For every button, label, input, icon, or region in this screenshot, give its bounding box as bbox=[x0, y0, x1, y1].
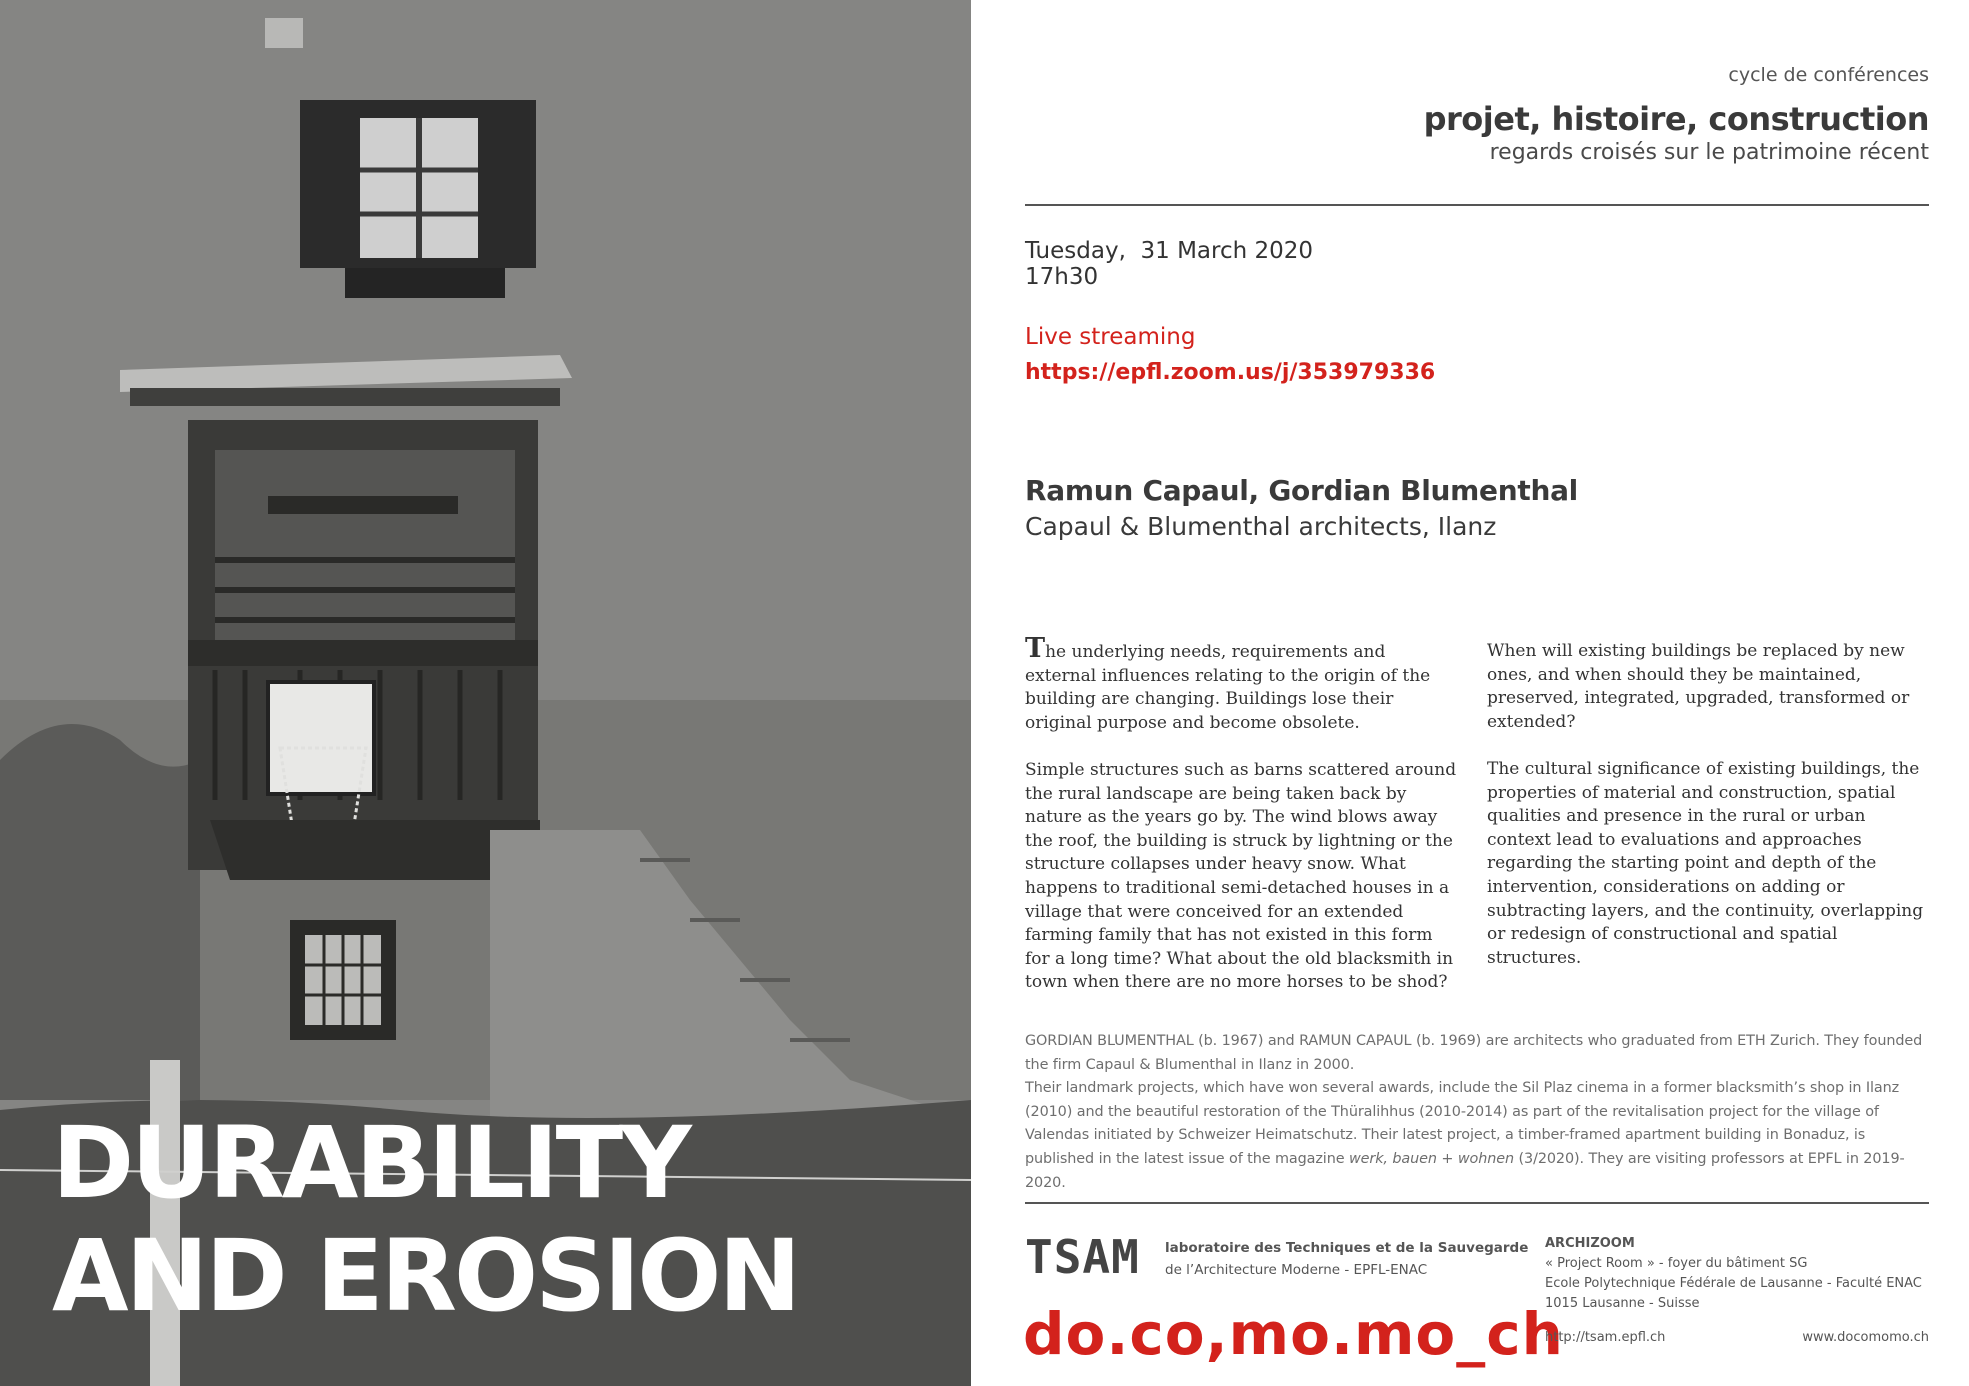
live-streaming-label: Live streaming bbox=[1025, 324, 1196, 350]
poster-text-panel bbox=[975, 0, 1969, 1386]
body-paragraph bbox=[1025, 633, 1457, 735]
tsam-logo: TSAM bbox=[1025, 1230, 1140, 1284]
bio-paragraph bbox=[1025, 1077, 1930, 1195]
venue-title: ARCHIZOOM bbox=[1545, 1236, 1635, 1251]
hero-title-line-2: AND EROSION bbox=[52, 1219, 799, 1334]
series-title: projet, histoire, construction bbox=[1423, 100, 1929, 138]
drop-cap: T bbox=[1025, 633, 1046, 664]
stream-link[interactable]: https://epfl.zoom.us/j/353979336 bbox=[1025, 360, 1436, 385]
bio-paragraph: GORDIAN BLUMENTHAL (b. 1967) and RAMUN CAPAUL (b. 1969) are architects who graduated from ETH Zurich. They founded the firm Capaul & Blumenthal in Ilanz in 2000. bbox=[1025, 1033, 1923, 1073]
venue-address-line-1: « Project Room » - foyer du bâtiment SG bbox=[1545, 1256, 1808, 1271]
series-subtitle: regards croisés sur le patrimoine récent bbox=[1489, 140, 1929, 165]
divider-bottom bbox=[1025, 1202, 1929, 1204]
venue-address-line-3: 1015 Lausanne - Suisse bbox=[1545, 1296, 1700, 1311]
cover-photo bbox=[0, 0, 971, 1386]
body-text: he underlying needs, requirements and external influences relating to the origin of the building are changing. Buildings lose their original purpose and become obsolete. bbox=[1025, 642, 1431, 733]
body-column-left bbox=[1025, 633, 1457, 1019]
magazine-title: werk, bauen + wohnen bbox=[1348, 1150, 1515, 1167]
venue-address-line-2: Ecole Polytechnique Fédérale de Lausanne - Faculté ENAC bbox=[1545, 1276, 1922, 1291]
docomomo-logo: do.co,mo.mo_ch bbox=[1023, 1300, 1564, 1368]
tsam-description-line-1: laboratoire des Techniques et de la Sauvegarde bbox=[1165, 1240, 1529, 1256]
bio-text: Their landmark projects, which have won several awards, include the Sil Plaz cinema in a former blacksmith’s shop in Ilanz (2010) and the beautiful restoration of the Thüralihhus (2010-2014) as part of the revitalisation project for the village of Valendas initiated by Schweizer Heimatschutz. Their latest project, a timber-framed apartment building in Bonaduz, is published in the latest issue of the magazine bbox=[1025, 1080, 1900, 1167]
divider-top bbox=[1025, 204, 1929, 206]
event-time: 17h30 bbox=[1025, 264, 1099, 290]
speaker-bio bbox=[1025, 1030, 1930, 1195]
bio-text: (3/2020). They are visiting professors at EPFL in 2019-2020. bbox=[1025, 1150, 1905, 1191]
tsam-description-line-2: de l’Architecture Moderne - EPFL-ENAC bbox=[1165, 1262, 1428, 1278]
speaker-affiliation: Capaul & Blumenthal architects, Ilanz bbox=[1025, 512, 1497, 541]
event-date: Tuesday, 31 March 2020 bbox=[1025, 238, 1314, 264]
docomomo-website-link[interactable]: www.docomomo.ch bbox=[1802, 1330, 1929, 1345]
hero-title-line-1: DURABILITY bbox=[52, 1106, 689, 1221]
body-paragraph: When will existing buildings be replaced by new ones, and when should they be maintained, preserved, integrated, upgraded, transformed or extended? bbox=[1487, 641, 1910, 732]
body-column-right bbox=[1487, 640, 1927, 994]
series-label: cycle de conférences bbox=[1728, 64, 1929, 86]
body-paragraph: The cultural significance of existing buildings, the properties of material and construction, spatial qualities and presence in the rural or urban context lead to evaluations and approaches regarding the starting point and depth of the intervention, considerations on adding or subtracting layers, and the continuity, overlapping or redesign of constructional and spatial structures. bbox=[1487, 758, 1924, 968]
speaker-names: Ramun Capaul, Gordian Blumenthal bbox=[1025, 474, 1578, 507]
body-paragraph: Simple structures such as barns scattered around the rural landscape are being taken back by nature as the years go by. The wind blows away the roof, the building is struck by lightning or the structure collapses under heavy snow. What happens to traditional semi-detached houses in a village that were conceived for an extended farming family that has not existed in this form for a long time? What about the old blacksmith in town when there are no more horses to be shod? bbox=[1025, 759, 1457, 993]
tsam-website-link[interactable]: http://tsam.epfl.ch bbox=[1545, 1330, 1666, 1345]
